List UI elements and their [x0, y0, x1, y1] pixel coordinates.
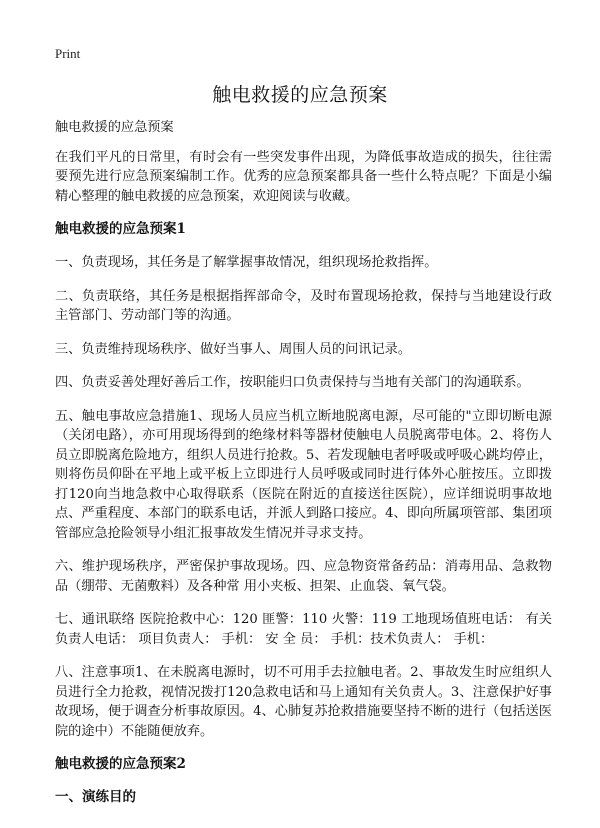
intro-paragraph: 在我们平凡的日常里，有时会有一些突发事件出现，为降低事故造成的损失，往往需要预先进行应急预案编制工作。优秀的应急预案都具备一些什么特点呢？下面是小编精心整理的触电救援的应急预案，欢迎阅读与收藏。 [55, 149, 552, 204]
document-subtitle: 触电救援的应急预案 [55, 120, 174, 135]
section-heading-1: 触电救援的应急预案1 [55, 221, 186, 237]
paragraph-1: 一、负责现场，其任务是了解掌握事故情况，组织现场抢救指挥。 [55, 255, 438, 270]
section-heading-2: 触电救援的应急预案2 [55, 756, 186, 772]
page-title: 触电救援的应急预案 [212, 84, 388, 106]
section-subheading: 一、演练目的 [55, 789, 136, 805]
paragraph-4: 四、负责妥善处理好善后工作，按职能归口负责保持与当地有关部门的沟通联系。 [55, 375, 530, 390]
paragraph-6: 六、维护现场秩序，严密保护事故现场。四、应急物资常备药品：消毒用品、急救物品（绷带、无菌敷料）及各种常 用小夹板、担架、止血袋、氧气袋。 [55, 559, 552, 594]
paragraph-3: 三、负责维持现场秩序、做好当事人、周围人员的问讯记录。 [55, 341, 412, 357]
paragraph-2: 二、负责联络，其任务是根据指挥部命令，及时布置现场抢救，保持与当地建设行政主管部门、劳动部门等的沟通。 [55, 288, 552, 323]
paragraph-7: 七、通讯联络 医院抢救中心：120 匪警：110 火警：119 工地现场值班电话： 有关负责人电话： 项目负责人： 手机： 安 全 员： 手机：技术负责人： 手机： [55, 612, 552, 647]
document-body [55, 118, 552, 807]
paragraph-5: 五、触电事故应急措施1、现场人员应当机立断地脱离电源，尽可能的"立即切断电源（关闭电路），亦可用现场得到的绝缘材料等器材使触电人员脱离带电体。2、将伤人员立即脱离危险地方，组织人员进行抢救。5、若发现触电者呼吸或呼吸心跳均停止，则将伤员仰卧在平地上或平板上立即进行人员呼吸或同时进行体外心脏按压。立即拨打120向当地急救中心取得联系（医院在附近的直接送往医院），应详细说明事故地点、严重程度、本部门的联系电话，并派人到路口接应。4、即向所属项管部、集团项管部应急抢险领导小组汇报事故发生情况并寻求支持。 [55, 408, 552, 541]
print-label[interactable]: Print [55, 46, 81, 61]
paragraph-8: 八、注意事项1、在未脱离电源时，切不可用手去拉触电者。2、事故发生时应组织人员进行全力抢救，视情况拨打120急救电话和马上通知有关负责人。3、注意保护好事故现场，便于调查分析事故原因。4、心肺复苏抢救措施要坚持不断的进行（包括送医院的途中）不能随便放弃。 [55, 665, 552, 739]
